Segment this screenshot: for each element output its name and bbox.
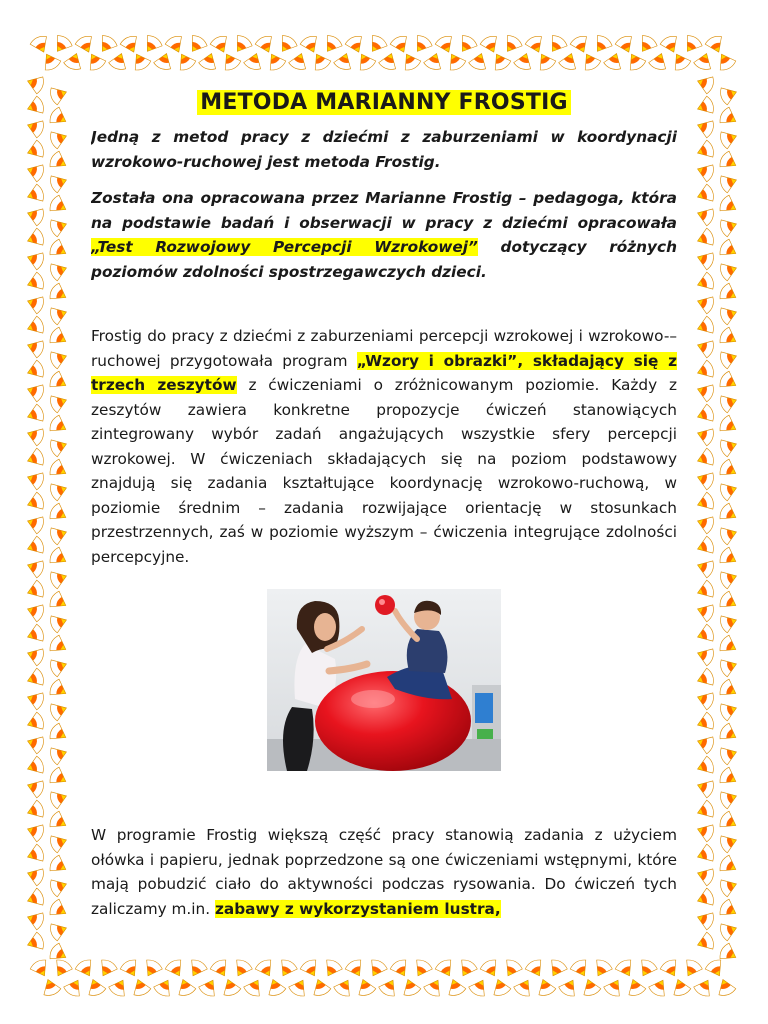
candy-corn-icon: [680, 33, 704, 56]
candy-corn-icon: [108, 50, 130, 71]
candy-corn-icon: [185, 33, 209, 56]
candy-corn-icon: [74, 957, 98, 980]
candy-corn-icon: [717, 546, 740, 570]
candy-corn-icon: [444, 976, 466, 997]
candy-corn-icon: [24, 755, 45, 777]
candy-corn-icon: [129, 50, 153, 73]
candy-corn-icon: [153, 50, 175, 71]
candy-corn-icon: [717, 370, 740, 394]
candy-corn-icon: [557, 976, 581, 999]
candy-corn-icon: [500, 957, 524, 980]
candy-corn-icon: [24, 468, 45, 490]
candy-corn-icon: [694, 380, 715, 402]
candy-corn-icon: [24, 72, 45, 94]
candy-corn-icon: [24, 908, 45, 930]
candy-corn-icon: [717, 150, 740, 174]
candy-corn-icon: [119, 957, 143, 980]
candy-corn-icon: [479, 34, 502, 56]
candy-corn-icon: [694, 72, 715, 94]
candy-corn-icon: [389, 957, 413, 980]
candy-corn-icon: [694, 688, 715, 710]
candy-corn-icon: [48, 347, 69, 369]
candy-corn-icon: [48, 655, 69, 677]
candy-corn-icon: [718, 743, 739, 765]
candy-corn-icon: [209, 34, 232, 56]
candy-corn-icon: [164, 957, 188, 980]
candy-corn-icon: [434, 957, 458, 980]
candy-corn-icon: [48, 743, 69, 765]
candy-corn-icon: [48, 567, 69, 589]
candy-corn-icon: [24, 623, 45, 645]
candy-corn-icon: [24, 424, 45, 446]
candy-corn-icon: [717, 502, 740, 526]
candy-corn-icon: [717, 766, 740, 790]
candy-corn-icon: [512, 976, 536, 999]
candy-corn-icon: [219, 50, 243, 73]
candy-corn-icon: [365, 33, 389, 56]
candy-corn-icon: [39, 50, 63, 73]
candy-corn-icon: [603, 50, 625, 71]
candy-corn-icon: [694, 732, 715, 754]
candy-corn-icon: [718, 171, 739, 193]
candy-corn-icon: [24, 491, 45, 513]
candy-corn-icon: [107, 976, 131, 999]
candy-corn-icon: [24, 688, 45, 710]
candy-corn-icon: [50, 33, 74, 56]
candy-corn-icon: [24, 776, 45, 798]
candy-corn-icon: [152, 976, 176, 999]
candy-corn-icon: [694, 139, 715, 161]
candy-corn-icon: [718, 787, 739, 809]
candy-corn-icon: [24, 116, 45, 138]
candy-corn-icon: [24, 644, 45, 666]
candy-corn-icon: [579, 976, 601, 997]
candy-corn-icon: [714, 976, 736, 997]
candy-corn-icon: [524, 957, 548, 980]
candy-corn-icon: [24, 336, 45, 358]
candy-corn-icon: [24, 887, 45, 909]
candy-corn-icon: [48, 215, 69, 237]
candy-corn-icon: [174, 50, 198, 73]
candy-corn-icon: [718, 567, 739, 589]
candy-corn-icon: [489, 976, 511, 997]
candy-corn-icon: [680, 957, 704, 980]
candy-corn-icon: [24, 204, 45, 226]
candy-corn-icon: [718, 479, 739, 501]
candy-corn-icon: [718, 259, 739, 281]
candy-corn-icon: [659, 957, 683, 980]
candy-corn-icon: [47, 898, 70, 922]
candy-corn-icon: [694, 248, 715, 270]
program-name-highlight: „Wzory i obrazki”, składający się z trzech zeszytów: [91, 351, 677, 394]
candy-corn-icon: [320, 957, 344, 980]
candy-corn-icon: [694, 623, 715, 645]
candy-corn-icon: [174, 976, 196, 997]
candy-corn-icon: [694, 755, 715, 777]
candy-corn-icon: [718, 655, 739, 677]
candy-corn-icon: [48, 83, 69, 105]
candy-corn-icon: [24, 248, 45, 270]
mirror-games-highlight: zabawy z wykorzystaniem lustra,: [214, 899, 501, 918]
candy-corn-icon: [718, 611, 739, 633]
exercises-paragraph: [91, 823, 677, 921]
candy-corn-icon: [694, 447, 715, 469]
candy-corn-icon: [694, 424, 715, 446]
candy-corn-icon: [455, 957, 479, 980]
intro-paragraph-2: [91, 186, 677, 284]
candy-corn-icon: [717, 458, 740, 482]
candy-corn-icon: [718, 523, 739, 545]
candy-corn-icon: [309, 50, 333, 73]
candy-corn-icon: [230, 33, 254, 56]
candy-corn-icon: [377, 976, 401, 999]
candy-corn-icon: [47, 722, 70, 746]
candy-corn-icon: [614, 957, 638, 980]
candy-corn-icon: [423, 50, 445, 71]
candy-corn-icon: [717, 634, 740, 658]
candy-corn-icon: [694, 359, 715, 381]
candy-corn-icon: [434, 34, 457, 56]
candy-corn-icon: [119, 34, 142, 56]
candy-corn-icon: [275, 33, 299, 56]
candy-corn-icon: [24, 535, 45, 557]
candy-corn-icon: [410, 957, 434, 980]
candy-corn-icon: [24, 820, 45, 842]
candy-corn-icon: [47, 370, 70, 394]
candy-corn-icon: [140, 33, 164, 56]
candy-corn-icon: [717, 898, 740, 922]
candy-corn-icon: [365, 957, 389, 980]
candy-corn-icon: [558, 50, 580, 71]
candy-corn-icon: [47, 766, 70, 790]
candy-corn-icon: [694, 864, 715, 886]
candy-corn-icon: [694, 292, 715, 314]
candy-corn-icon: [254, 957, 278, 980]
candy-corn-icon: [48, 479, 69, 501]
candy-corn-icon: [332, 976, 356, 999]
candy-corn-icon: [718, 699, 739, 721]
candy-corn-icon: [694, 644, 715, 666]
candy-corn-icon: [24, 403, 45, 425]
candy-corn-icon: [333, 50, 355, 71]
page-title: METODA MARIANNY FROSTIG: [197, 90, 570, 115]
candy-corn-icon: [24, 711, 45, 733]
candy-corn-icon: [500, 33, 524, 56]
candy-corn-icon: [717, 678, 740, 702]
candy-corn-icon: [647, 976, 671, 999]
candy-corn-icon: [264, 976, 286, 997]
candy-corn-icon: [48, 523, 69, 545]
candy-corn-icon: [39, 976, 61, 997]
program-paragraph: [91, 324, 677, 569]
candy-corn-icon: [669, 50, 693, 73]
candy-corn-icon: [569, 957, 593, 980]
candy-corn-icon: [455, 33, 479, 56]
candy-corn-icon: [693, 50, 715, 71]
candy-corn-icon: [47, 326, 70, 350]
candy-corn-icon: [242, 976, 266, 999]
candy-corn-icon: [718, 831, 739, 853]
candy-corn-icon: [694, 183, 715, 205]
candy-corn-icon: [24, 359, 45, 381]
candy-corn-icon: [48, 303, 69, 325]
candy-corn-icon: [198, 50, 220, 71]
candy-corn-icon: [47, 810, 70, 834]
candy-corn-icon: [309, 976, 331, 997]
candy-corn-icon: [714, 50, 738, 73]
candy-corn-icon: [704, 957, 728, 980]
candy-corn-icon: [74, 34, 97, 56]
candy-corn-icon: [47, 150, 70, 174]
candy-corn-icon: [467, 976, 491, 999]
candy-corn-icon: [718, 347, 739, 369]
candy-corn-icon: [47, 942, 70, 966]
candy-corn-icon: [704, 34, 727, 56]
candy-corn-icon: [545, 33, 569, 56]
candy-corn-icon: [694, 512, 715, 534]
candy-corn-icon: [399, 976, 421, 997]
candy-corn-icon: [694, 315, 715, 337]
candy-corn-icon: [635, 33, 659, 56]
candy-corn-icon: [24, 843, 45, 865]
candy-corn-icon: [534, 50, 558, 73]
candy-corn-icon: [47, 634, 70, 658]
candy-corn-icon: [717, 722, 740, 746]
candy-corn-icon: [513, 50, 535, 71]
candy-corn-icon: [48, 875, 69, 897]
candy-corn-icon: [524, 34, 547, 56]
candy-corn-icon: [579, 50, 603, 73]
candy-corn-icon: [24, 292, 45, 314]
document-page: [91, 86, 677, 956]
candy-corn-icon: [717, 238, 740, 262]
candy-corn-icon: [717, 106, 740, 130]
candy-corn-icon: [717, 414, 740, 438]
candy-corn-icon: [694, 116, 715, 138]
candy-corn-icon: [48, 171, 69, 193]
candy-corn-icon: [47, 546, 70, 570]
candy-corn-icon: [24, 799, 45, 821]
candy-corn-icon: [694, 535, 715, 557]
candy-corn-icon: [140, 957, 164, 980]
candy-corn-icon: [287, 976, 311, 999]
candy-corn-icon: [694, 776, 715, 798]
candy-corn-icon: [694, 403, 715, 425]
candy-corn-icon: [24, 512, 45, 534]
candy-corn-icon: [694, 95, 715, 117]
candy-corn-icon: [648, 50, 670, 71]
candy-corn-icon: [624, 976, 646, 997]
candy-corn-icon: [24, 579, 45, 601]
candy-corn-icon: [24, 556, 45, 578]
test-name-highlight: „Test Rozwojowy Percepcji Wzrokowej”: [91, 238, 478, 256]
intro-paragraph-1: Jedną z metod pracy z dziećmi z zaburzeniami w koordynacji wzrokowo-ruchowej jest metoda Frostig.: [91, 128, 677, 171]
candy-corn-icon: [717, 854, 740, 878]
candy-corn-icon: [718, 919, 739, 941]
candy-corn-icon: [694, 667, 715, 689]
candy-corn-icon: [29, 957, 53, 980]
candy-corn-icon: [48, 435, 69, 457]
candy-corn-icon: [63, 50, 85, 71]
program-text-before: Frostig do pracy z dziećmi z zaburzeniami percepcji wzrokowej i wzrokowo-– ruchowej przygotowała program: [91, 327, 677, 370]
candy-corn-icon: [534, 976, 556, 997]
candy-corn-icon: [50, 957, 74, 980]
candy-corn-icon: [320, 33, 344, 56]
candy-corn-icon: [692, 976, 716, 999]
intro-2-text-after: dotyczący różnych poziomów zdolności spostrzegawczych dzieci.: [91, 238, 677, 281]
candy-corn-icon: [717, 282, 740, 306]
candy-corn-icon: [694, 843, 715, 865]
therapy-ball-photo: [267, 589, 501, 771]
candy-corn-icon: [230, 957, 254, 980]
candy-corn-icon: [47, 414, 70, 438]
candy-corn-icon: [24, 139, 45, 161]
candy-corn-icon: [264, 50, 288, 73]
candy-corn-icon: [694, 556, 715, 578]
candy-corn-icon: [24, 732, 45, 754]
candy-corn-icon: [694, 908, 715, 930]
candy-corn-icon: [209, 957, 233, 980]
candy-corn-icon: [47, 194, 70, 218]
candy-corn-icon: [47, 238, 70, 262]
candy-corn-icon: [614, 34, 637, 56]
candy-corn-icon: [48, 919, 69, 941]
candy-corn-icon: [694, 160, 715, 182]
candy-corn-icon: [29, 34, 52, 56]
candy-corn-icon: [624, 50, 648, 73]
candy-corn-icon: [24, 183, 45, 205]
candy-corn-icon: [24, 600, 45, 622]
candy-corn-icon: [694, 931, 715, 953]
candy-corn-icon: [24, 315, 45, 337]
candy-corn-icon: [47, 854, 70, 878]
candy-corn-icon: [95, 33, 119, 56]
candy-corn-icon: [694, 491, 715, 513]
candy-corn-icon: [24, 160, 45, 182]
candy-corn-icon: [717, 194, 740, 218]
candy-corn-icon: [378, 50, 400, 71]
candy-corn-icon: [48, 127, 69, 149]
candy-corn-icon: [354, 976, 376, 997]
candy-corn-icon: [694, 204, 715, 226]
candy-corn-icon: [694, 271, 715, 293]
candy-corn-icon: [84, 50, 108, 73]
intro-2-text-before: Została ona opracowana przez Marianne Frostig – pedagoga, która na podstawie badań i obserwacji w pracy z dziećmi opracowała: [91, 189, 677, 232]
candy-corn-icon: [24, 864, 45, 886]
candy-corn-icon: [299, 34, 322, 56]
candy-corn-icon: [48, 611, 69, 633]
candy-corn-icon: [354, 50, 378, 73]
candy-corn-icon: [718, 127, 739, 149]
candy-corn-icon: [669, 976, 691, 997]
candy-corn-icon: [47, 458, 70, 482]
candy-corn-icon: [299, 957, 323, 980]
candy-corn-icon: [344, 957, 368, 980]
candy-corn-icon: [718, 215, 739, 237]
candy-corn-icon: [717, 942, 740, 966]
candy-corn-icon: [717, 326, 740, 350]
candy-corn-icon: [444, 50, 468, 73]
candy-corn-icon: [489, 50, 513, 73]
candy-corn-icon: [694, 227, 715, 249]
candy-corn-icon: [590, 33, 614, 56]
candy-corn-icon: [569, 34, 592, 56]
candy-corn-icon: [344, 34, 367, 56]
candy-corn-icon: [48, 391, 69, 413]
exercises-text: W programie Frostig większą część pracy stanowią zadania z użyciem ołówka i papieru, jednak poprzedzone są one ćwiczeniami wstępnymi, które mają pobudzić ciało do aktywności podczas rysowania. Do ćwiczeń tych zaliczamy m.in.: [91, 826, 677, 918]
candy-corn-icon: [47, 282, 70, 306]
candy-corn-icon: [694, 799, 715, 821]
candy-corn-icon: [185, 957, 209, 980]
candy-corn-icon: [288, 50, 310, 71]
candy-corn-icon: [243, 50, 265, 71]
candy-corn-icon: [718, 391, 739, 413]
candy-corn-icon: [24, 227, 45, 249]
candy-corn-icon: [468, 50, 490, 71]
candy-corn-icon: [24, 95, 45, 117]
candy-corn-icon: [694, 468, 715, 490]
candy-corn-icon: [275, 957, 299, 980]
candy-corn-icon: [590, 957, 614, 980]
candy-corn-icon: [24, 667, 45, 689]
candy-corn-icon: [479, 957, 503, 980]
candy-corn-icon: [399, 50, 423, 73]
candy-corn-icon: [164, 34, 187, 56]
candy-corn-icon: [62, 976, 86, 999]
candy-corn-icon: [48, 787, 69, 809]
candy-corn-icon: [254, 34, 277, 56]
candy-corn-icon: [718, 303, 739, 325]
candy-corn-icon: [545, 957, 569, 980]
candy-corn-icon: [389, 34, 412, 56]
candy-corn-icon: [47, 502, 70, 526]
candy-corn-icon: [659, 34, 682, 56]
candy-corn-icon: [197, 976, 221, 999]
candy-corn-icon: [718, 83, 739, 105]
candy-corn-icon: [95, 957, 119, 980]
candy-corn-icon: [24, 447, 45, 469]
candy-corn-icon: [47, 678, 70, 702]
candy-corn-icon: [694, 820, 715, 842]
candy-corn-icon: [129, 976, 151, 997]
candy-corn-icon: [24, 380, 45, 402]
program-text-after: z ćwiczeniami o zróżnicowanym poziomie. Każdy z zeszytów zawiera konkretne propozycje ćwiczeń stanowiących zintegrowany wybór zadań angażujących wszystkie sfery percepcji wzrokowej. W ćwiczeniach składających się na poziom podstawowy znajdują się zadania kształtujące koordynację wzrokowo-ruchową, w poziomie średnim – zadania rozwijające orientację w stosunkach przestrzennych, zaś w poziomie wyższym – ćwiczenia integrujące zdolności percepcyjne.: [91, 376, 677, 566]
candy-corn-icon: [718, 435, 739, 457]
candy-corn-icon: [48, 259, 69, 281]
candy-corn-icon: [694, 600, 715, 622]
candy-corn-icon: [717, 590, 740, 614]
candy-corn-icon: [47, 106, 70, 130]
candy-corn-icon: [48, 831, 69, 853]
candy-corn-icon: [694, 887, 715, 909]
candy-corn-icon: [422, 976, 446, 999]
candy-corn-icon: [219, 976, 241, 997]
candy-corn-icon: [24, 271, 45, 293]
candy-corn-icon: [635, 957, 659, 980]
candy-corn-icon: [84, 976, 106, 997]
candy-corn-icon: [47, 590, 70, 614]
candy-corn-icon: [694, 711, 715, 733]
candy-corn-icon: [410, 33, 434, 56]
candy-corn-icon: [718, 875, 739, 897]
candy-corn-icon: [694, 579, 715, 601]
candy-corn-icon: [717, 810, 740, 834]
candy-corn-icon: [694, 336, 715, 358]
candy-corn-icon: [24, 931, 45, 953]
candy-corn-icon: [48, 699, 69, 721]
candy-corn-icon: [602, 976, 626, 999]
